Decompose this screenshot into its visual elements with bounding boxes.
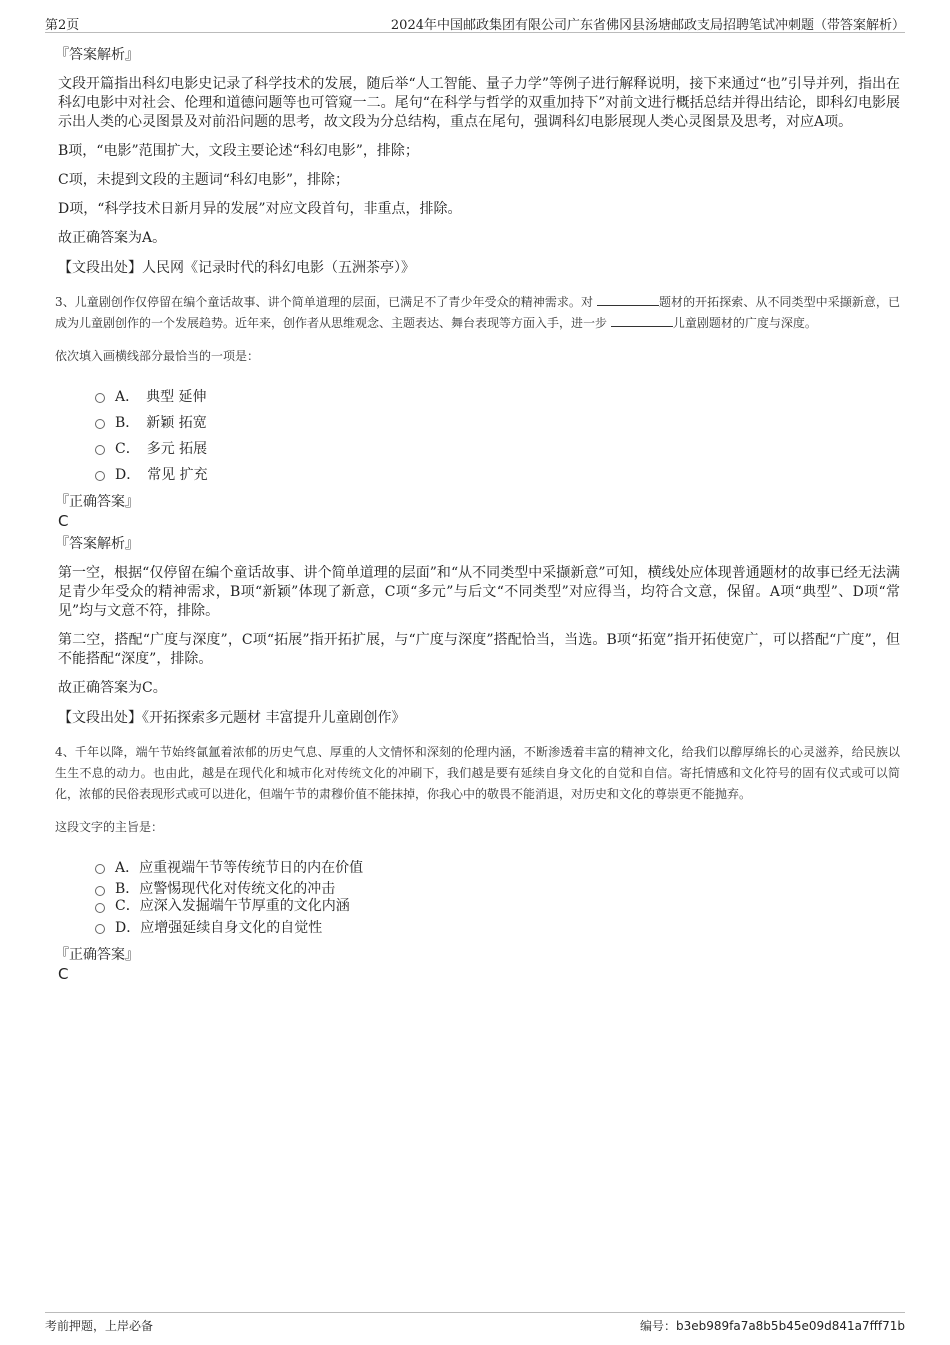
q4-correct-answer: C (58, 965, 69, 983)
q4-option-a[interactable]: A．应重视端午节等传统节日的内在价值 (95, 855, 900, 881)
blank-line (611, 314, 673, 327)
q4-option-b[interactable]: B．应警惕现代化对传统文化的冲击 (95, 881, 900, 898)
q3-option-a[interactable]: A． 典型 延伸 (95, 384, 900, 410)
document-code: 编号：b3eb989fa7a8b5b45e09d841a7fff71b (639, 1319, 905, 1333)
q3-source: 【文段出处】《开拓探索多元题材 丰富提升儿童剧创作》 (58, 710, 406, 726)
q3-analysis-label: 『答案解析』 (55, 536, 139, 552)
page-footer (45, 1312, 905, 1333)
q3-correct-answer: C (58, 512, 69, 530)
q3-stem: 3、儿童剧创作仅停留在编个童话故事、讲个简单道理的层面，已满足不了青少年受众的精神需求。对 题材的开拓探索、从不同类型中采撷新意，已成为儿童剧创作的一个发展趋势。近年来，创作者从思维观念、主题表达、舞台表现等方面入手，进一步 儿童剧题材的广度与深度。 (55, 295, 900, 330)
q4-option-d[interactable]: D．应增强延续自身文化的自觉性 (95, 915, 900, 941)
document-title: 2024年中国邮政集团有限公司广东省佛冈县汤塘邮政支局招聘笔试冲刺题（带答案解析） (390, 18, 905, 33)
radio-icon[interactable] (95, 419, 105, 429)
q3-correct-label: 『正确答案』 (55, 494, 139, 510)
q2-analysis-para: B项，“电影”范围扩大，文段主要论述“科幻电影”，排除； (58, 143, 419, 159)
page-header (45, 10, 905, 33)
q3-analysis-para: 第一空，根据“仅停留在编个童话故事、讲个简单道理的层面”和“从不同类型中采撷新意”可知，横线处应体现普通题材的故事已经无法满足青少年受众的精神需求，B项“新颖”体现了新意，C项“多元”与后文“不同类型”对应得当，均符合文意，保留。A项“典型”、D项“常见”均与文意不符，排除。 (58, 565, 900, 619)
radio-icon[interactable] (95, 886, 105, 896)
radio-icon[interactable] (95, 903, 105, 913)
q3-option-b[interactable]: B． 新颖 拓宽 (95, 410, 900, 436)
blank-line (597, 293, 659, 306)
page-content (55, 45, 900, 987)
q4-prompt: 这段文字的主旨是： (55, 820, 164, 834)
q4-correct-label: 『正确答案』 (55, 947, 139, 963)
q3-analysis-para: 故正确答案为C。 (58, 680, 167, 696)
q3-prompt: 依次填入画横线部分最恰当的一项是： (55, 349, 260, 363)
radio-icon[interactable] (95, 393, 105, 403)
radio-icon[interactable] (95, 471, 105, 481)
footer-note: 考前押题，上岸必备 (45, 1319, 154, 1333)
q4-options (95, 855, 900, 941)
q4-option-c[interactable]: C．应深入发掘端午节厚重的文化内涵 (95, 898, 900, 915)
q3-analysis-para: 第二空，搭配“广度与深度”，C项“拓展”指开拓扩展，与“广度与深度”搭配恰当，当选。B项“拓宽”指开拓使宽广，可以搭配“广度”，但不能搭配“深度”，排除。 (58, 632, 900, 667)
q2-source: 【文段出处】人民网《记录时代的科幻电影（五洲茶亭）》 (58, 260, 415, 276)
q2-analysis-para: 文段开篇指出科幻电影史记录了科学技术的发展，随后举“人工智能、量子力学”等例子进行解释说明，接下来通过“也”引导并列，指出在科幻电影中对社会、伦理和道德问题等也可管窥一二。尾句“在科学与哲学的双重加持下”对前文进行概括总结并得出结论，即科幻电影展示出人类的心灵图景及对前沿问题的思考，故文段为分总结构，重点在尾句，强调科幻电影展现人类心灵图景及思考，对应A项。 (58, 76, 900, 130)
radio-icon[interactable] (95, 864, 105, 874)
q2-analysis-para: D项，“科学技术日新月异的发展”对应文段首句，非重点，排除。 (58, 201, 462, 217)
radio-icon[interactable] (95, 445, 105, 455)
radio-icon[interactable] (95, 924, 105, 934)
q3-option-d[interactable]: D． 常见 扩充 (95, 462, 900, 488)
q4-stem: 4、千年以降，端午节始终氤氲着浓郁的历史气息、厚重的人文情怀和深刻的伦理内涵，不断渗透着丰富的精神文化，给我们以醇厚绵长的心灵滋养，给民族以生生不息的动力。也由此，越是在现代化和城市化对传统文化的冲刷下，我们越是要有延续自身文化的自觉和自信。寄托情感和文化符号的固有仪式或可以简化，浓郁的民俗表现形式或可以进化，但端午节的肃穆价值不能抹掉，你我心中的敬畏不能消退，对历史和文化的尊崇更不能抛弃。 (55, 745, 900, 801)
q2-analysis-para: 故正确答案为A。 (58, 230, 167, 246)
q2-analysis-label: 『答案解析』 (55, 47, 139, 63)
q3-option-c[interactable]: C． 多元 拓展 (95, 436, 900, 462)
q3-options (95, 384, 900, 488)
q2-analysis-para: C项，未提到文段的主题词“科幻电影”，排除； (58, 172, 350, 188)
page-number: 第2页 (45, 18, 80, 33)
